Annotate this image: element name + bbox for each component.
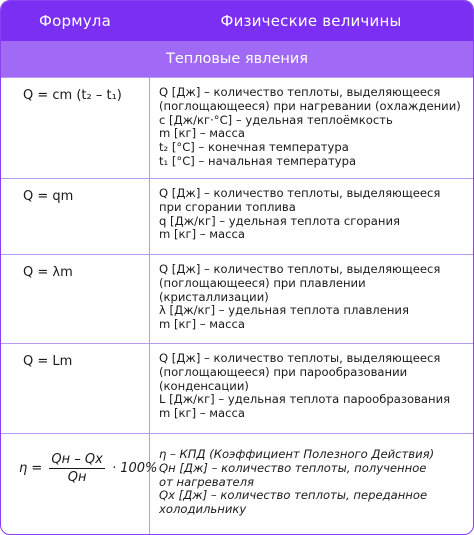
description-line: Qн [Дж] – количество теплоты, полученное: [159, 460, 427, 475]
formula-cell: [19, 452, 157, 485]
description-line: t₁ [°C] – начальная температура: [159, 153, 357, 168]
table-row: [1, 254, 473, 344]
description-line: Q [Дж] – количество теплоты, выделяющееся: [159, 186, 441, 200]
description-line: от нагревателя: [159, 474, 255, 489]
description-cell: [159, 187, 469, 242]
description-line: m [кг] – масса: [159, 406, 245, 421]
description-line: (поглощающееся) при нагревании (охлаждении): [159, 98, 461, 113]
description-line: t₂ [°C] – конечная температура: [159, 140, 349, 155]
table-header: [1, 1, 473, 41]
description-line: (поглощающееся) при парообразовании: [159, 364, 408, 379]
description-line: при сгорании топлива: [159, 199, 296, 214]
description-line: (конденсации): [159, 378, 249, 393]
description-line: m [кг] – масса: [159, 317, 245, 332]
table-row: [1, 433, 473, 535]
efficiency-suffix: · 100%: [111, 461, 158, 476]
efficiency-prefix: η =: [19, 461, 43, 476]
table-row: [1, 178, 473, 255]
table-row: [1, 77, 473, 179]
description-cell: [159, 263, 469, 332]
table-row: [1, 343, 473, 434]
description-line: Q [Дж] – количество теплоты, выделяющееся: [159, 85, 441, 99]
header-physical-values: Физические величины: [220, 12, 402, 30]
description-line: η – КПД (Коэффициент Полезного Действия): [159, 447, 435, 461]
description-line: Q [Дж] – количество теплоты, выделяющееся: [159, 262, 441, 276]
header-formula: Формула: [39, 12, 111, 30]
description-line: Qх [Дж] – количество теплоты, переданное: [159, 488, 428, 503]
description-cell: [159, 448, 469, 517]
formula-cell: Q = λm: [23, 265, 73, 280]
description-cell: [159, 352, 469, 421]
description-line: m [кг] – масса: [159, 126, 245, 141]
description-line: (поглощающееся) при плавлении: [159, 275, 366, 290]
description-cell: [159, 86, 469, 169]
description-line: c [Дж/кг·°C] – удельная теплоёмкость: [159, 112, 393, 127]
fraction-denominator: Qн: [67, 470, 87, 485]
description-line: q [Дж/кг] – удельная теплота сгорания: [159, 213, 400, 228]
formula-cell: Q = Lm: [23, 354, 73, 369]
fraction-numerator: Qн – Qх: [51, 452, 103, 467]
description-line: L [Дж/кг] – удельная теплота парообразования: [159, 392, 451, 407]
formula-cell: Q = cm (t₂ – t₁): [23, 88, 122, 103]
efficiency-fraction: [49, 452, 104, 485]
description-line: (кристаллизации): [159, 289, 269, 304]
description-line: Q [Дж] – количество теплоты, выделяющееся: [159, 351, 441, 365]
description-line: холодильнику: [159, 502, 247, 517]
description-line: m [кг] – масса: [159, 227, 245, 242]
description-line: λ [Дж/кг] – удельная теплота плавления: [159, 303, 409, 318]
section-title: Тепловые явления: [1, 41, 473, 77]
formula-cell: Q = qm: [23, 189, 74, 204]
